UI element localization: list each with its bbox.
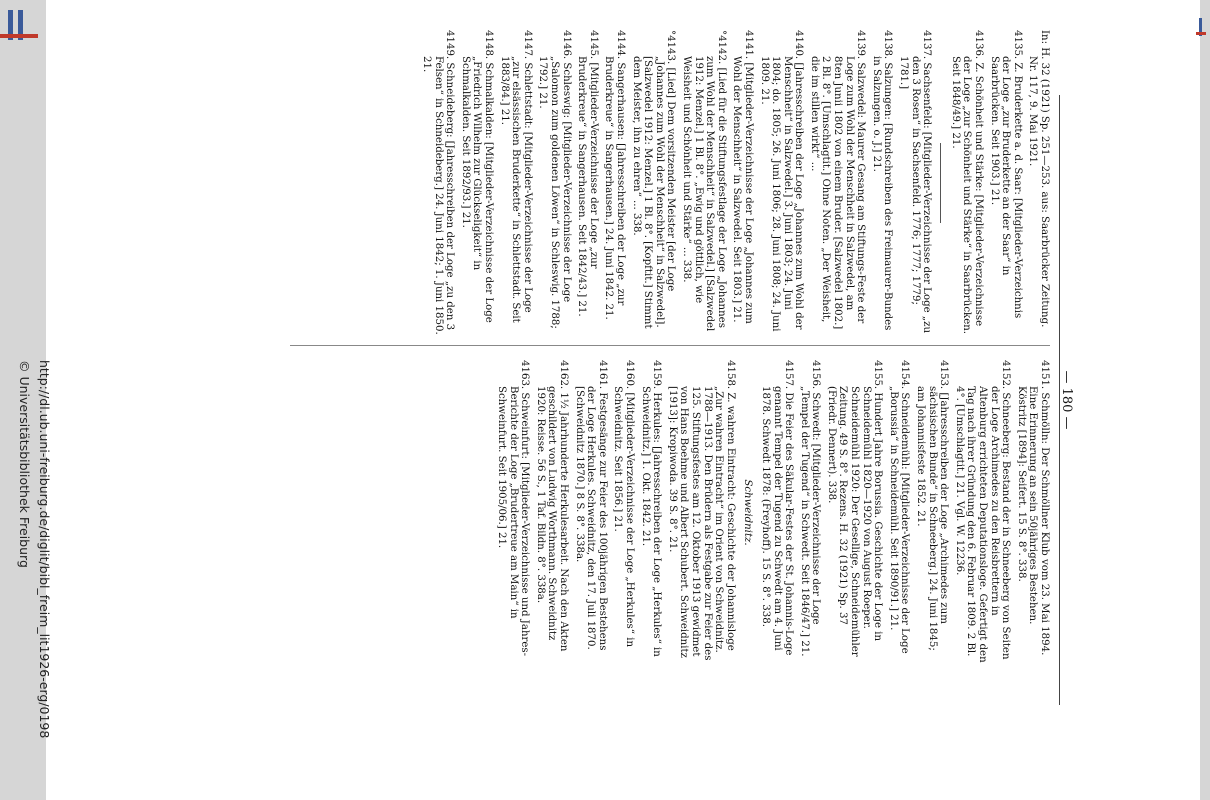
side-caption	[8, 360, 54, 800]
bibliography-entry: In: H. 32 (1921) Sp. 251—253. aus: Saarbrücker Zeitung. Nr. 117, 9. Mai 1921.	[1027, 30, 1050, 328]
bibliography-entry: 4160. [Mitglieder-Verzeichnisse der Loge „Herkules“ in Schweidnitz. Seit 1856.] 21.	[612, 360, 635, 648]
page-number: — 180 —	[1059, 370, 1074, 430]
right-column	[200, 360, 1050, 665]
bibliography-entry: 4145. [Mitglieder-Verzeichnisse der Loge „zur Bruderkreue“ in Sangerhausen. Seit 1842/43.] 21.	[576, 30, 599, 317]
source-url: http://dl.ub.uni-freiburg.de/diglit/bibl_freim_lit1926-erg/0198	[37, 360, 52, 739]
bibliography-entry: °4143. [Lied] Dem vorsitzenden Meister [der Loge „Johannes zum Wohl der Menschheit“ in Salzwedel]. [Salzwedel 1912: Menzel.] 1 Bl. 8°. [Kopftit.] Stimmt dem Meister, ihn zu ehren“ ... 338.	[630, 30, 677, 329]
bibliography-entry: 4156. Schwedt: [Mitglieder-Verzeichnisse der Loge „Tempel der Tugend“ in Schwedt. Seit 1846/47.] 21.	[798, 360, 822, 657]
bibliography-entry: 4157. Die Feier des Säkular-Festes der St. Johannis-Loge genannt Tempel der Tugend zu Schwedt am 4. Juni 1878. Schwedt 1878: (Freyhoff). 15 S. 8°. 338.	[759, 360, 795, 656]
bibliography-entry: 4148. Schmalkalden: [Mitglieder-Verzeichnisse der Loge „Friedrich Wilhelm zur Glückseligkeit“ in Schmalkalden. Seit 1892/93.] 21.	[459, 30, 495, 323]
bibliography-entry: 4135. Z. Bruderkette a. d. Saar: [Mitglieder-Verzeichnis der Loge „zur Bruderkette an der Saar“ in Saarbrücken. Seit 1903.] 21.	[988, 30, 1023, 319]
bibliography-entry: 4151. Schmölln: Der Schmöllner Klub vom 23. Mai 1894. Eine Erinnerung an sein 50jähriges Bestehen. Köstritz [1894]: Seifert. 15 S. 8°. 338.	[1015, 360, 1050, 656]
bibliography-entry: 4136. Z. Schönheit und Stärke: [Mitglieder-Verzeichnisse der Loge „zur Schönheit und Stärke“ in Saarbrücken. Seit 1848/49.] 21.	[949, 30, 985, 335]
bibliography-entry: 4163. Schweinfurt: [Mitglieder-Verzeichnisse und Jahres-Berichte der Loge „Brudertreue am Main“ in Schweinfurt. Seit 1905/06.] 21.	[496, 360, 531, 657]
bibliography-entry: 4141. [Mitglieder-Verzeichnisse der Loge „Johannes zum Wohl der Menschheit“ in Salzwedel. Seit 1803.] 21.	[731, 30, 754, 324]
bibliography-entry: °4142. [Lied für die Stiftungsfestlage der Loge „Johannes zum Wohl der Menschheit“ in Salzwedel.] [Salzwedel 1912: Menzel.] 1 Bl. 8°. „Ewig und göttlich, wie Weisheit und Schönheit und Stärke“ ... 338.	[680, 30, 727, 332]
scanned-page	[150, 0, 1200, 800]
left-column	[200, 30, 1050, 335]
rotated-page-content	[150, 0, 1200, 800]
bibliography-entry: 4162. 1½ Jahrhunderte Herkulesarbeit. Nach den Akten geschildert von Ludwig Worthmann. Schweidnitz 1920: Reisse. 56 S., 1 Taf. Bildn. 8°. 338a.	[534, 360, 570, 652]
bibliography-entry: 4159. Herkules: [Jahresschreiben der Loge „Herkules“ in Schweidnitz.] 1. Okt. 1842. 21.	[639, 360, 663, 657]
bibliography-entry: 4138. Salzungen: [Rundschreiben des Freimaurer-Bundes in Salzungen. o. J.] 21.	[870, 30, 894, 331]
column-divider	[290, 345, 1050, 346]
copyright-notice: © Universitätsbibliothek Freiburg	[17, 360, 32, 568]
bibliography-entry: 4161. Festgesänge zur Feier des 100jährigen Bestehens der Loge Herkules. Schweidnitz, den 17. Juli 1870. [Schweidnitz 1870.] 8 S. 8°. 338a.	[573, 360, 608, 651]
bibliography-entry: 4152. Schneeberg: Bestand der in Schneeberg von Seiten der Loge Archimedes zu den Reisbrettern in Altenburg errichteten Deputationsloge. Gefertigt den Tag nach ihrer Gründung den 6. Februar 1809. 2 Bl. 4°. [Umschlagtit.] 21. Vgl. W. 12236.	[953, 360, 1012, 663]
bibliography-entry: 4147. Schlettstadt: [Mitglieder-Verzeichnisse der Loge „zur elsässischen Bruderkette“ in Schlettstadt. Seit 1883/84.] 21.	[498, 30, 533, 323]
bibliography-entry: 4154. Schneidemühl: [Mitglieder-Verzeichnisse der Loge „Borussia“ in Schneidemühl. Seit 1890/91.] 21.	[887, 360, 911, 654]
bibliography-entry: 4137. Sachsenfeld: [Mitglieder-Verzeichnisse der Loge „zu den 3 Rosen“ in Sachsenfeld. 1776; 1777; 1779; 1781.]	[898, 30, 933, 334]
bibliography-entry: 4139. Salzwedel: Maurer Gesang am Stiftungs-Feste der Loge zum Wohl der Menschheit in Salzwedel, am 8ten Junii 1802 von einem Bruder. [Salzwedel 1802.] 2 Bl. 8°. [Umschlagtit.] Ohne Noten. „Der Weisheit, die im stillen wirkt“ ...	[808, 30, 867, 330]
section-separator	[940, 143, 941, 223]
bibliography-entry: 4155. Hundert Jahre Borussia. Geschichte der Loge in Schneidemühl 1820—1920 von August Roeper. Schneidemühl 1920: Der Gesellige, Schneidemühler Zeitung. 49 S. 8°. Rezens. H. 32 (1921) Sp. 37 (Friedr. Dennert). 338.	[825, 360, 884, 657]
header-rule	[1059, 95, 1060, 705]
bibliography-entry: 4140. [Jahresschreiben der Loge „Johannes zum Wohl der Menschheit“ in Salzwedel.] 3. Juni 1803; 24. Juni 1804; do. 1805; 26. Juni 1806; 28. Juni 1808; 24. Juni 1809. 21.	[758, 30, 805, 332]
bibliography-entry: 4146. Schleswig: [Mitglieder-Verzeichnisse der Loge „Salomon zum goldenen Löwen“ in Schleswig. 1788; 1792.] 21.	[537, 30, 572, 329]
right-gutter	[1200, 0, 1210, 800]
bibliography-entry: 4158. Z. wahren Eintracht: Geschichte der Johannisloge „Zur wahren Eintracht“ im Orient von Schweidnitz. 1788—1913. Den Brüdern als Festgabe zur Feier des 125. Stiftungsfestes am 12. Oktober 1913 gewidmet von Hans Boehme und Albert Schubert. Schweidnitz [1913]: Kropiwoda. 39 S. 8°. 21.	[666, 360, 736, 661]
bibliography-entry: 4144. Sangerhausen: [Jahresschreiben der Loge „zur Bruderkreue“ in Sangerhausen.] 24. Juni 1842. 21.	[603, 30, 626, 320]
section-heading: Schweidnitz.	[742, 479, 754, 546]
library-logo-icon	[0, 4, 40, 44]
bibliography-entry: 4149. Schneideberg: [Jahresschreiben der Loge „zu den 3 Felsen“ in Schneideberg.] 24. Juni 1842; 1. Juni 1850. 21.	[421, 30, 456, 335]
bibliography-entry: 4153. [Jahresschreiben der Loge „Archimedes zum sächsischen Bunde“ in Schneeberg.] 24. Juni 1845; am Johannisfeste 1852. 21.	[915, 360, 950, 651]
